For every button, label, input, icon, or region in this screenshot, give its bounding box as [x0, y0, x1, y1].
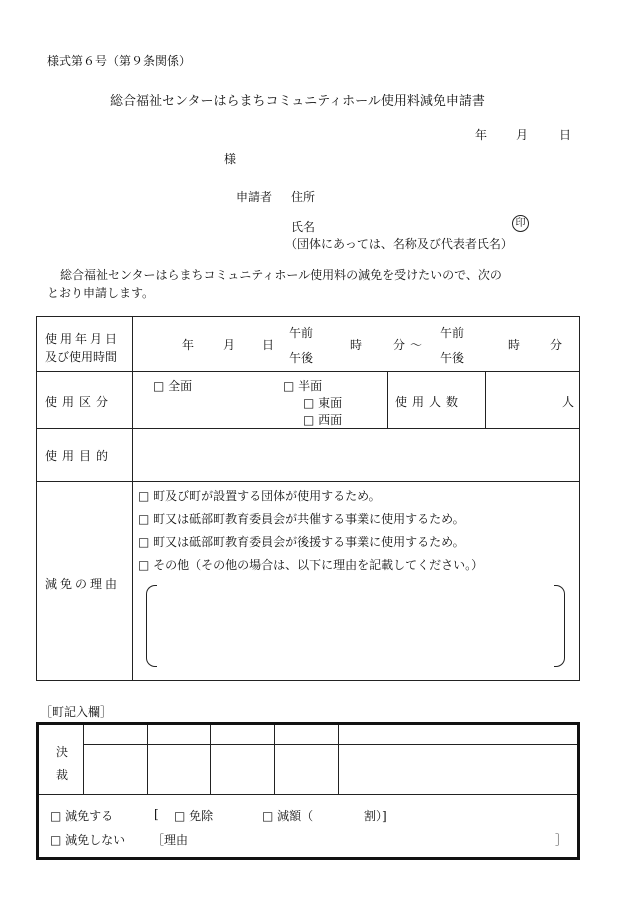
not-exempt-reason: ［理由	[152, 833, 189, 847]
full-exempt-option[interactable]: □ 免除	[174, 809, 214, 823]
usage-type-label: 使用区分	[45, 395, 114, 409]
reason-bracket-right	[554, 585, 565, 667]
exempt-bracket-open: [	[154, 807, 159, 821]
end-am: 午前	[440, 326, 465, 340]
intro-line-1: 総合福祉センターはらまちコミュニティホール使用料の減免を受けたいので、次の	[60, 268, 502, 282]
form-number: 様式第６号（第９条関係）	[47, 54, 192, 68]
usage-half-option[interactable]: □ 半面	[283, 379, 323, 393]
date-day-label: 日	[559, 128, 572, 142]
usage-full-option[interactable]: □ 全面	[153, 379, 193, 393]
use-month: 月	[223, 338, 236, 352]
addressee-suffix: 様	[224, 152, 237, 166]
datetime-label-2: 及び使用時間	[45, 350, 118, 364]
reduction-option[interactable]: □ 減額（	[262, 809, 314, 823]
start-pm: 午後	[289, 351, 314, 365]
town-section-label: ［町記入欄］	[40, 705, 113, 719]
people-count-label: 使用人数	[395, 395, 464, 409]
end-minute: 分	[550, 338, 563, 352]
name-label: 氏名	[291, 220, 316, 234]
group-note: （団体にあっては、名称及び代表者氏名）	[285, 237, 513, 251]
decision-label-1: 決	[56, 745, 69, 759]
exempt-option[interactable]: □ 減免する	[50, 809, 114, 823]
reason-option-1[interactable]: □ 町及び町が設置する団体が使用するため。	[138, 489, 381, 503]
reason-option-3[interactable]: □ 町又は砥部町教育委員会が後援する事業に使用するため。	[138, 535, 465, 549]
usage-west-option[interactable]: □ 西面	[303, 413, 343, 427]
use-year: 年	[182, 338, 195, 352]
use-day: 日	[262, 338, 275, 352]
not-exempt-option[interactable]: □ 減免しない	[50, 833, 126, 847]
start-am: 午前	[289, 326, 314, 340]
end-pm: 午後	[440, 351, 465, 365]
seal-mark: 印	[512, 215, 529, 232]
purpose-label: 使用目的	[45, 449, 114, 463]
applicant-label: 申請者	[236, 190, 273, 204]
usage-east-option[interactable]: □ 東面	[303, 396, 343, 410]
reason-detail-area[interactable]	[160, 590, 550, 662]
reason-bracket-left	[146, 585, 157, 667]
start-hour: 時	[350, 338, 363, 352]
intro-line-2: とおり申請します。	[47, 286, 155, 300]
decision-label-2: 裁	[56, 768, 69, 782]
address-label: 住所	[291, 190, 316, 204]
end-hour: 時	[508, 338, 521, 352]
start-minute: 分	[393, 338, 406, 352]
time-range-tilde: ～	[410, 338, 423, 352]
reduction-percent: 割）]	[364, 809, 387, 823]
datetime-label-1: 使用年月日	[45, 332, 121, 346]
people-unit: 人	[562, 395, 575, 409]
reason-option-2[interactable]: □ 町又は砥部町教育委員会が共催する事業に使用するため。	[138, 512, 465, 526]
reason-label: 減免の理由	[45, 577, 121, 591]
date-month-label: 月	[516, 128, 529, 142]
reason-option-4[interactable]: □ その他（その他の場合は、以下に理由を記載してください。）	[138, 558, 484, 572]
document-title: 総合福祉センターはらまちコミュニティホール使用料減免申請書	[110, 94, 485, 109]
not-exempt-bracket-close: ］	[555, 833, 568, 847]
date-year-label: 年	[475, 128, 488, 142]
